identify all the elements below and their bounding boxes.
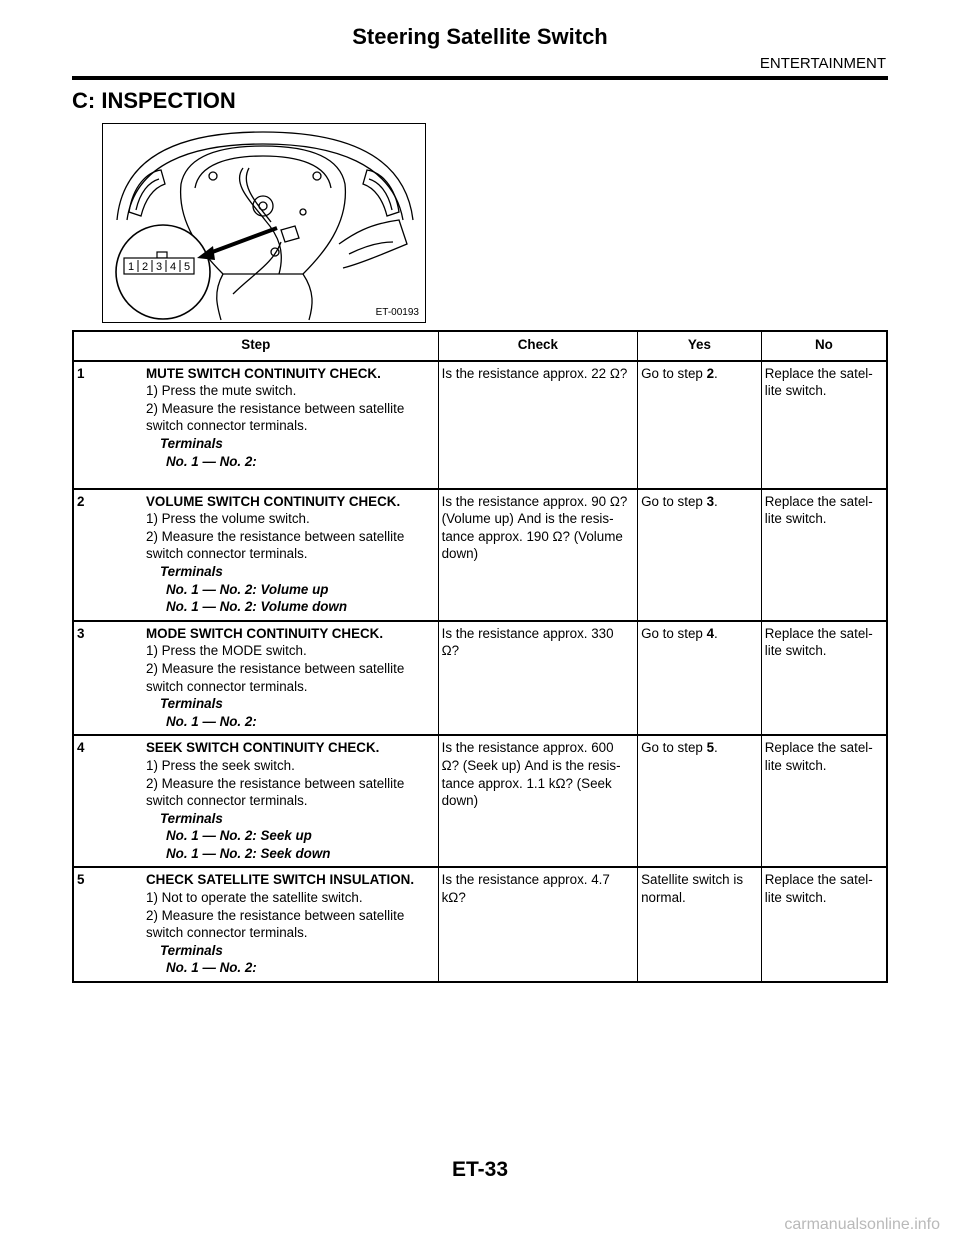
yes-suffix: . <box>714 740 718 756</box>
yes-text: Satellite switch is normal. <box>641 872 744 906</box>
step-instruction: 2) Measure the resistance between satellite switch connector terminals. <box>146 528 405 562</box>
yes-step-link[interactable]: 3 <box>706 493 715 509</box>
yes-cell <box>638 361 762 489</box>
column-header-yes: Yes <box>638 331 762 361</box>
column-header-step: Step <box>73 331 438 361</box>
terminal-pair: No. 1 — No. 2: Volume down <box>166 599 348 615</box>
step-instruction: 1) Not to operate the satellite switch. <box>146 890 363 906</box>
yes-suffix: . <box>714 493 718 509</box>
step-instruction: 2) Measure the resistance between satellite switch connector terminals. <box>146 660 405 694</box>
steering-wheel-illustration <box>103 124 425 322</box>
step-cell <box>73 621 438 736</box>
step-instruction: 1) Press the MODE switch. <box>146 643 307 659</box>
yes-text: Go to step <box>641 625 707 641</box>
connector-pin-2: 2 <box>141 261 149 273</box>
yes-cell <box>638 735 762 867</box>
check-cell: Is the resistance approx. 600 Ω? (Seek up) And is the resis-tance approx. 1.1 kΩ? (Seek down) <box>438 735 637 867</box>
column-header-check: Check <box>438 331 637 361</box>
table-row <box>73 735 887 867</box>
connector-pin-3: 3 <box>155 261 163 273</box>
step-number: 4 <box>77 740 85 756</box>
check-cell: Is the resistance approx. 90 Ω? (Volume up) And is the resis-tance approx. 190 Ω? (Volume down) <box>438 489 637 621</box>
terminal-pair: No. 1 — No. 2: <box>166 960 257 976</box>
yes-text: Go to step <box>641 740 707 756</box>
terminals-label: Terminals <box>160 810 223 826</box>
terminals-label: Terminals <box>160 435 223 451</box>
step-title: MUTE SWITCH CONTINUITY CHECK. <box>146 365 381 381</box>
step-cell <box>73 489 438 621</box>
column-header-no: No <box>761 331 887 361</box>
yes-text: Go to step <box>641 365 707 381</box>
table-row <box>73 867 887 982</box>
step-title: SEEK SWITCH CONTINUITY CHECK. <box>146 740 380 756</box>
yes-cell <box>638 489 762 621</box>
terminals-label: Terminals <box>160 696 223 712</box>
no-cell: Replace the satel-lite switch. <box>761 361 887 489</box>
table-row <box>73 621 887 736</box>
step-cell <box>73 867 438 982</box>
yes-cell <box>638 867 762 982</box>
no-cell: Replace the satel-lite switch. <box>761 621 887 736</box>
step-instruction: 1) Press the mute switch. <box>146 383 297 399</box>
no-cell: Replace the satel-lite switch. <box>761 735 887 867</box>
table-header-row <box>73 331 887 361</box>
step-instruction: 1) Press the seek switch. <box>146 757 295 773</box>
yes-step-link[interactable]: 5 <box>706 740 715 756</box>
step-number: 1 <box>77 365 85 381</box>
page-number: ET-33 <box>451 1158 509 1181</box>
yes-cell <box>638 621 762 736</box>
table-row <box>73 489 887 621</box>
terminal-pair: No. 1 — No. 2: <box>166 453 257 469</box>
step-cell <box>73 735 438 867</box>
section-name: ENTERTAINMENT <box>759 55 886 72</box>
connector-pin-1: 1 <box>127 261 135 273</box>
check-cell: Is the resistance approx. 330 Ω? <box>438 621 637 736</box>
connector-pin-4: 4 <box>169 261 177 273</box>
terminals-label: Terminals <box>160 942 223 958</box>
step-cell <box>73 361 438 489</box>
step-number: 2 <box>77 493 85 509</box>
page-title: Steering Satellite Switch <box>352 24 608 49</box>
step-instruction: 2) Measure the resistance between satellite switch connector terminals. <box>146 400 405 434</box>
terminal-pair: No. 1 — No. 2: <box>166 713 257 729</box>
yes-step-link[interactable]: 4 <box>706 625 715 641</box>
check-cell: Is the resistance approx. 22 Ω? <box>438 361 637 489</box>
check-cell: Is the resistance approx. 4.7 kΩ? <box>438 867 637 982</box>
step-instruction: 1) Press the volume switch. <box>146 511 310 527</box>
terminals-label: Terminals <box>160 563 223 579</box>
yes-step-link[interactable]: 2 <box>706 365 715 381</box>
steering-wheel-figure <box>102 123 426 323</box>
terminal-pair: No. 1 — No. 2: Volume up <box>166 581 329 597</box>
step-title: CHECK SATELLITE SWITCH INSULATION. <box>146 872 415 888</box>
step-instruction: 2) Measure the resistance between satellite switch connector terminals. <box>146 775 405 809</box>
figure-id: ET-00193 <box>375 307 419 318</box>
terminal-pair: No. 1 — No. 2: Seek up <box>166 828 312 844</box>
step-number: 3 <box>77 625 85 641</box>
watermark: carmanualsonline.info <box>784 1216 940 1233</box>
step-instruction: 2) Measure the resistance between satellite switch connector terminals. <box>146 907 405 941</box>
step-title: VOLUME SWITCH CONTINUITY CHECK. <box>146 493 401 509</box>
section-heading: C: INSPECTION <box>72 88 236 113</box>
connector-pin-5: 5 <box>183 261 191 273</box>
table-row <box>73 361 887 489</box>
yes-text: Go to step <box>641 493 707 509</box>
inspection-table <box>72 330 888 983</box>
yes-suffix: . <box>714 365 718 381</box>
no-cell: Replace the satel-lite switch. <box>761 489 887 621</box>
terminal-pair: No. 1 — No. 2: Seek down <box>166 845 331 861</box>
header-rule <box>72 76 888 80</box>
step-number: 5 <box>77 872 85 888</box>
step-title: MODE SWITCH CONTINUITY CHECK. <box>146 625 384 641</box>
yes-suffix: . <box>714 625 718 641</box>
no-cell: Replace the satel-lite switch. <box>761 867 887 982</box>
